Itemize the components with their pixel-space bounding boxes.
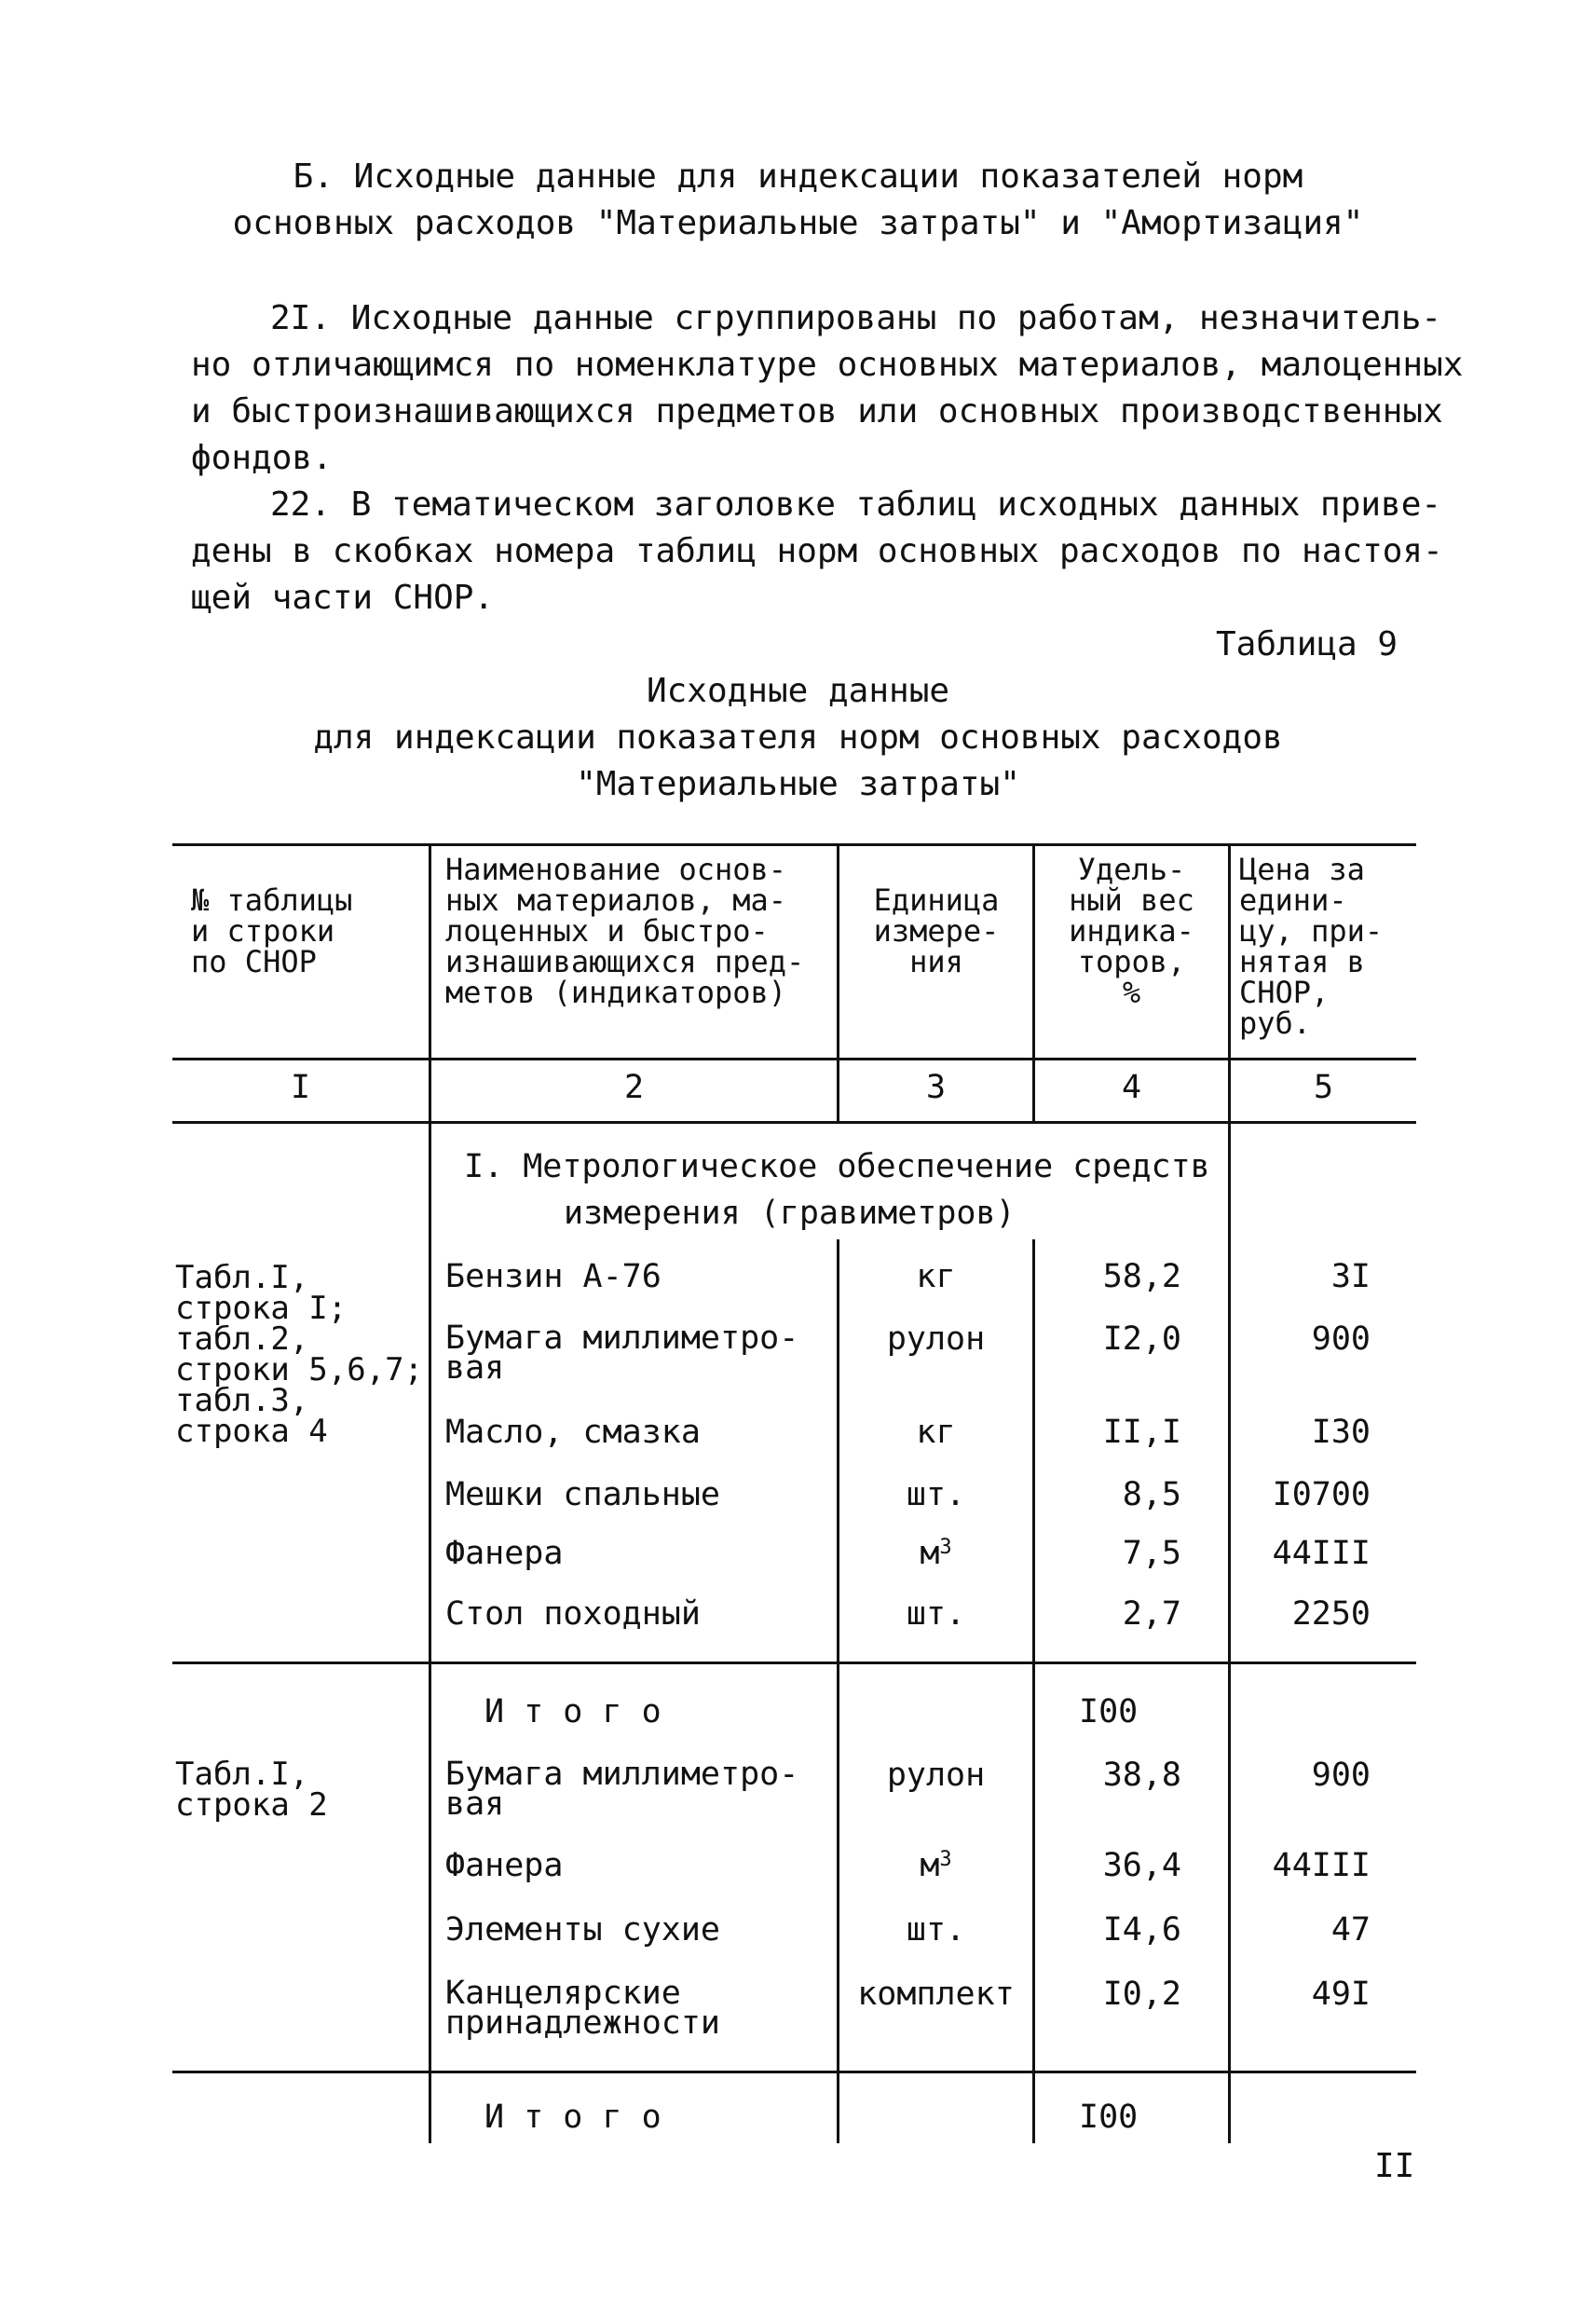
row-weight: 2,7 (1122, 1595, 1181, 1633)
section-title-line-1: Б. Исходные данные для индексации показателей норм (293, 157, 1303, 196)
group2-ref: Табл.I, строка 2 (175, 1756, 328, 1824)
body-vline-1 (429, 1121, 431, 2143)
row-price: I0700 (1272, 1476, 1371, 1513)
row-unit: шт. (906, 1911, 966, 1949)
header-price: Цена за едини- цу, при- нятая в СНОР, руб. (1239, 852, 1384, 1041)
row-name: Бензин А-76 (445, 1258, 662, 1295)
table-label: Таблица 9 (1216, 625, 1398, 663)
section1-title-line-2: измерения (гравиметров) (564, 1195, 1016, 1232)
row-unit: шт. (906, 1476, 966, 1513)
para21-line-1: 2I. Исходные данные сгруппированы по работам, незначитель- (270, 299, 1442, 337)
row-name: Фанера (445, 1847, 564, 1884)
header-table-row-ref: № таблицы и строки по СНОР (191, 882, 353, 979)
header-unit: Единица измере- ния (873, 882, 1000, 979)
table-title-line-1: Исходные данные (646, 672, 950, 710)
row-unit: шт. (906, 1595, 966, 1633)
row-unit: комплект (857, 1976, 1015, 2013)
row-weight: I0,2 (1102, 1976, 1181, 2013)
row-name: Элементы сухие (445, 1911, 721, 1949)
group2-total-value: I00 (1079, 2099, 1139, 2136)
para21-line-4: фондов. (191, 439, 333, 477)
row-price: 49I (1311, 1976, 1371, 2013)
row-weight: 58,2 (1102, 1258, 1181, 1295)
row-weight: I4,6 (1102, 1911, 1181, 1949)
unit-text: м (920, 1535, 940, 1572)
section1-title-line-1: I. Метрологическое обеспечение средств (464, 1148, 1210, 1185)
row-unit: кг (916, 1258, 956, 1295)
para21-line-3: и быстроизнашивающихся предметов или основных производственных (191, 392, 1443, 431)
row-price: I30 (1311, 1414, 1371, 1451)
row-unit (839, 1535, 1032, 1572)
row-unit (839, 1847, 1032, 1884)
col-number-3: 3 (925, 1069, 947, 1106)
row-weight: I2,0 (1102, 1320, 1181, 1358)
row-unit: рулон (886, 1757, 986, 1794)
unit-superscript: 3 (939, 1536, 952, 1559)
row-name: Стол походный (445, 1595, 701, 1633)
group1-total-label: И т о г о (484, 1693, 662, 1730)
row-price: 44III (1272, 1535, 1371, 1572)
row-weight: 8,5 (1122, 1476, 1181, 1513)
row-price: 900 (1311, 1757, 1371, 1794)
group1-ref: Табл.I, строка I; табл.2, строки 5,6,7; табл.3, строка 4 (175, 1259, 424, 1450)
row-weight: 36,4 (1102, 1847, 1181, 1884)
row-name: Бумага миллиметро- вая (445, 1320, 799, 1387)
row-price: 44III (1272, 1847, 1371, 1884)
row-price: 2250 (1291, 1595, 1371, 1633)
header-weight: Удель- ный вес индика- торов, % (1069, 852, 1194, 1010)
para22-line-2: дены в скобках номера таблиц норм основных расходов по настоя- (191, 532, 1443, 570)
row-unit: рулон (886, 1320, 986, 1358)
row-name: Масло, смазка (445, 1414, 701, 1451)
group1-total-value: I00 (1079, 1693, 1139, 1730)
page-number: II (1374, 2147, 1415, 2185)
col-number-2: 2 (623, 1069, 645, 1106)
table-title-line-2: для индексации показателя норм основных расходов (313, 718, 1283, 757)
row-weight: II,I (1102, 1414, 1181, 1451)
para22-line-3: щей части СНОР. (191, 579, 495, 617)
para21-line-2: но отличающимся по номенклатуре основных материалов, малоценных (191, 346, 1464, 384)
row-price: 900 (1311, 1320, 1371, 1358)
section-title-line-2: основных расходов "Материальные затраты" и "Амортизация" (232, 204, 1364, 242)
row-price: 3I (1330, 1258, 1371, 1295)
col-number-1: I (290, 1069, 311, 1106)
group2-total-label: И т о г о (484, 2099, 662, 2136)
row-weight: 38,8 (1102, 1757, 1181, 1794)
para22-line-1: 22. В тематическом заголовке таблиц исходных данных приве- (270, 485, 1442, 524)
header-material-name: Наименование основ- ных материалов, ма- лоценных и быстро- изнашивающихся пред- метов (индикаторов) (445, 852, 805, 1010)
table-title-line-3: "Материальные затраты" (576, 765, 1020, 803)
row-weight: 7,5 (1122, 1535, 1181, 1572)
row-unit: кг (916, 1414, 956, 1451)
unit-text: м (920, 1847, 940, 1884)
row-name: Канцелярские принадлежности (445, 1975, 721, 2042)
row-price: 47 (1330, 1911, 1371, 1949)
unit-superscript: 3 (939, 1848, 952, 1871)
row-name: Бумага миллиметро- вая (445, 1756, 799, 1823)
col-number-5: 5 (1313, 1069, 1334, 1106)
col-number-4: 4 (1121, 1069, 1142, 1106)
row-name: Фанера (445, 1535, 564, 1572)
row-name: Мешки спальные (445, 1476, 721, 1513)
